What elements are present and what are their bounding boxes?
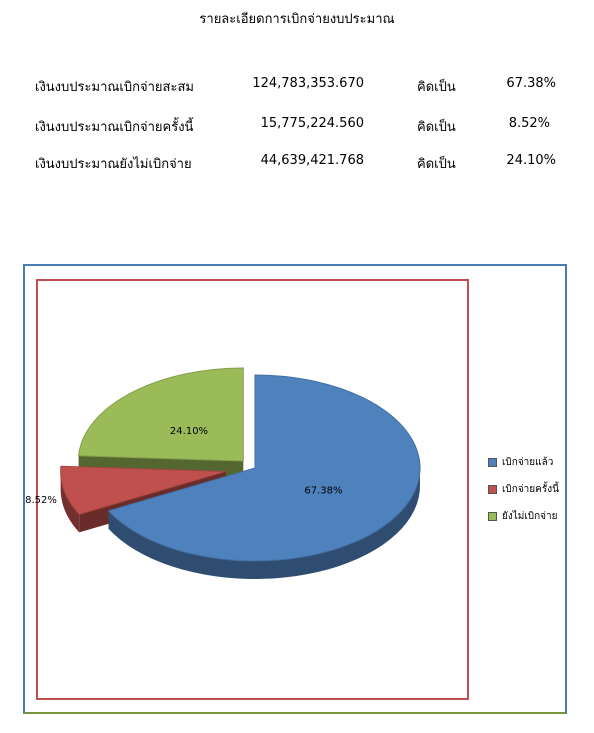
row-label: เงินงบประมาณเบิกจ่ายสะสม [35,80,194,95]
row-word: คิดเป็น [417,157,456,172]
row-word: คิดเป็น [417,80,456,95]
pie-data-label: 67.38% [304,485,343,497]
row-percent: 24.10% [506,153,556,168]
row-percent: 8.52% [508,116,550,131]
legend-label: ยังไม่เบิกจ่าย [502,511,558,522]
pie-data-label: 8.52% [25,495,57,506]
row-percent: 67.38% [506,76,556,91]
legend-swatch [488,458,497,467]
row-amount: 15,775,224.560 [260,116,364,131]
row-amount: 44,639,421.768 [260,153,364,168]
legend-swatch [488,485,497,494]
pie-data-label: 24.10% [169,425,209,437]
legend-label: เบิกจ่ายครั้งนี้ [502,484,559,495]
row-label: เงินงบประมาณยังไม่เบิกจ่าย [35,157,192,172]
pie-slice [79,368,244,461]
legend-swatch [488,512,497,521]
row-amount: 124,783,353.670 [252,76,364,91]
legend-label: เบิกจ่ายแล้ว [502,457,554,468]
report-title: รายละเอียดการเบิกจ่ายงบประมาณ [199,12,395,27]
row-word: คิดเป็น [417,120,456,135]
row-label: เงินงบประมาณเบิกจ่ายครั้งนี้ [35,120,194,135]
